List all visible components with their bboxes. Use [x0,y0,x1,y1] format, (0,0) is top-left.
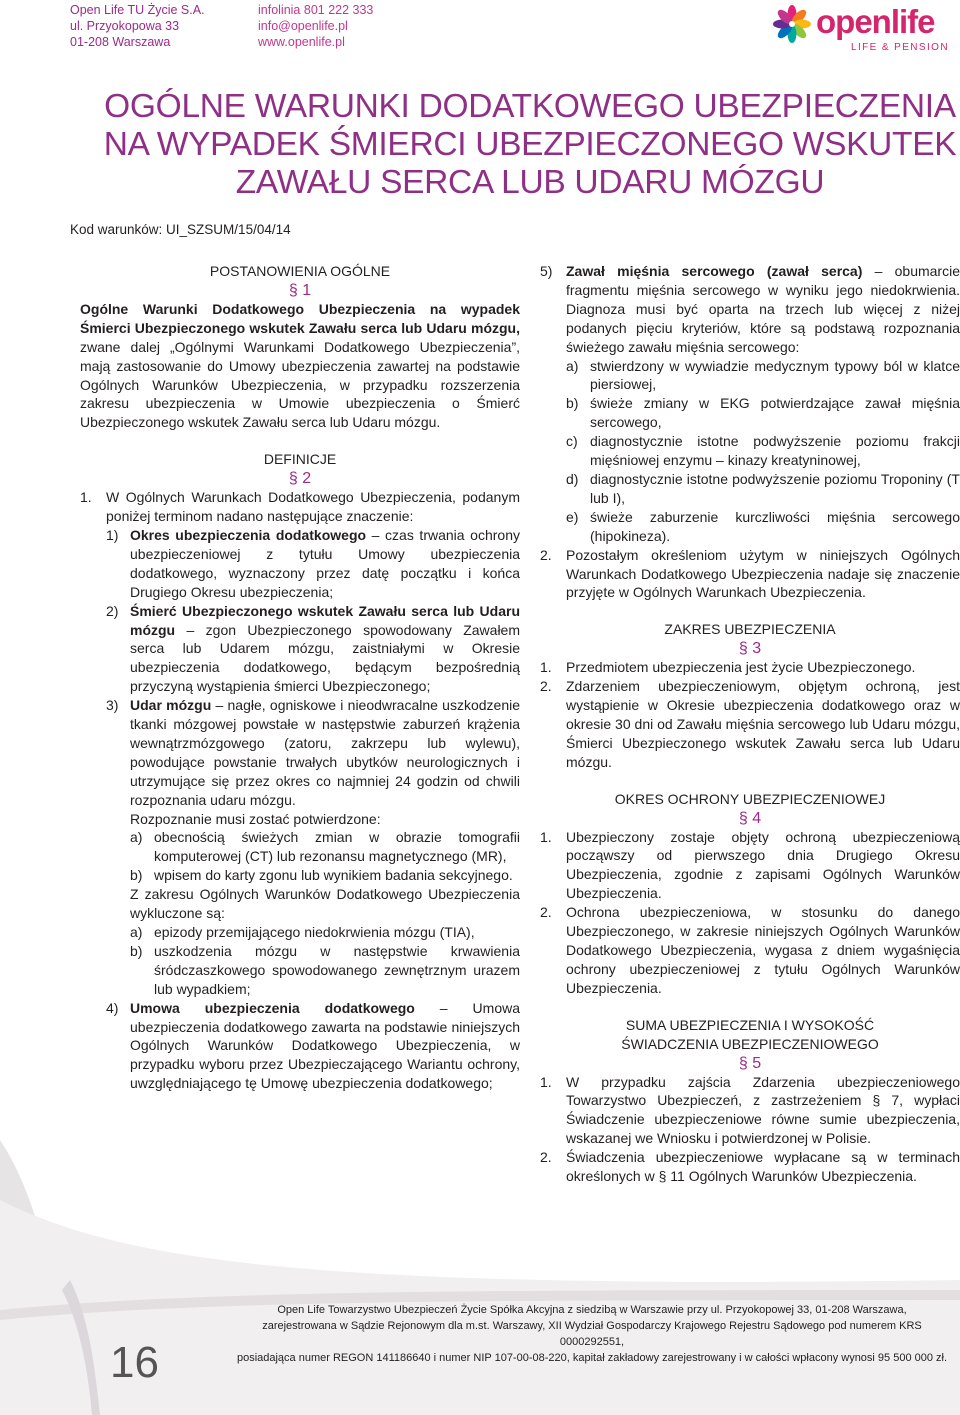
heading-line-1: SUMA UBEZPIECZENIA I WYSOKOŚĆ [625,1016,875,1033]
document-title [90,88,960,202]
definition-body: – nagłe, ogniskowe i nieodwracalne uszkodzenie tkanki mózgowej powstałe w następstwie zaburzeń krążenia wewnątrzmózgowego (zatoru, zakrzepu lub wylewu), powodujące powstanie trwałych ubytków neurologicznych i utrzymujące się przez okres co najmniej 24 godzin od chwili rozpoznania udaru mózgu. [130,697,521,808]
page-number: 16 [110,1338,159,1387]
criteria-item [566,470,960,508]
exclusions-text: Z zakresu Ogólnych Warunków Dodatkowego Ubezpieczenia wykluczone są: [130,886,520,922]
criteria-item [566,432,960,470]
item-text: Pozostałym określeniom użytym w niniejszych Ogólnych Warunkach Dodatkowego Ubezpieczenia nadaje się znaczenie przyjęte w Ogólnych Warunkach Ubezpieczenia. [566,546,960,601]
item-number: 1. [540,828,552,845]
definition-body: – czas trwania ochrony ubezpieczeniowej z tytułu Umowy ubezpieczenia dodatkowego, wyznaczony przez datę początku i końca Drugiego Okresu ubezpieczenia; [130,526,520,600]
confirmation-item [130,866,520,885]
item-text: W przypadku zajścia Zdarzenia ubezpieczeniowego Towarzystwo Ubezpieczeń, z zastrzeżeniem § 7, wypłaci Świadczenie ubezpieczeniowe równe sumie ubezpieczenia, wskazanej we Wniosku i potwierdzonej w Polisie. [566,1073,960,1147]
section-heading-sum-insured [540,1016,960,1054]
item-text: Przedmiotem ubezpieczenia jest życie Ubezpieczonego. [566,659,916,676]
hotline: infolinia 801 222 333 [258,3,374,17]
definition-term: Umowa ubezpieczenia dodatkowego [130,999,415,1016]
item-number: c) [566,433,578,450]
company-city: 01-208 Warszawa [70,35,171,49]
item-text: świeże zaburzenie kurczliwości mięśnia sercowego (hipokineza). [590,508,960,544]
item-text: obecnością świeżych zmian w obrazie tomografii komputerowej (CT) lub rezonansu magnetycznego (MR), [154,829,520,865]
definition-text [566,262,960,357]
item-number: 2. [540,546,552,563]
general-provisions-body: zwane dalej „Ogólnymi Warunkami Dodatkowego Ubezpieczenia”, mają zastosowanie do Umowy ubezpieczenia zawartej na podstawie Ogólnych Warunków Ubezpieczenia, w przypadku rozszerzenia zakresu ubezpieczenia w Umowie ubezpieczenia o Śmierć Ubezpieczonego wskutek Zawału serca lub Udaru mózgu. [80,338,520,431]
definition-body: – zgon Ubezpieczonego spowodowany Zawałem serca lub Udarem mózgu, zaistniałymi w Okresie ubezpieczenia dodatkowego, będącym bezpośrednią przyczyną wystąpienia śmierci Ubezpieczonego; [130,621,520,695]
list-item [540,903,960,998]
legal-line-1: Open Life Towarzystwo Ubezpieczeń Życie Spółka Akcyjna z siedzibą w Warszawie przy ul. Przyokopowej 33, 01-208 Warszawa, [277,1304,907,1316]
list-item [80,488,520,526]
item-number: 1) [106,526,119,543]
title-line-3: ZAWAŁU SERCA LUB UDARU MÓZGU [235,164,825,201]
confirmation-text: Rozpoznanie musi zostać potwierdzone: [130,810,381,827]
item-text: Zdarzeniem ubezpieczeniowym, objętym ochroną, jest wystąpienie w Okresie ubezpieczenia dodatkowego oraz w okresie 30 dni od Zawału mięśnia sercowego lub Udaru mózgu, Śmierci Ubezpieczonego wskutek Zawału serca lub Udaru mózgu. [566,678,960,770]
item-text: wpisem do karty zgonu lub wynikiem badania sekcyjnego. [154,867,513,884]
definition-text [130,696,520,809]
item-text: stwierdzony w wywiadzie medycznym typowy ból w klatce piersiowej, [590,357,960,393]
logo-tagline: LIFE & PENSION [851,42,949,53]
paragraph-symbol-3: § 3 [738,640,762,658]
company-street: ul. Przyokopowa 33 [70,19,180,33]
item-number: 4) [106,999,119,1016]
confirmation-item [130,828,520,866]
list-item [540,677,960,772]
legal-footer [232,1302,952,1366]
item-number: 1. [80,489,92,506]
item-text: epizody przemijającego niedokrwienia mózgu (TIA), [154,924,475,940]
company-name: Open Life TU Życie S.A. [70,3,205,17]
definition-item [540,262,960,357]
company-address [70,2,205,50]
item-number: a) [130,829,143,846]
legal-line-3: posiadająca numer REGON 141186640 i numer NIP 107-00-08-220, kapitał zakładowy zarejestrowany i w całości wpłacony wynosi 95 500 000 zł. [236,1352,948,1364]
paragraph-symbol-5: § 5 [738,1054,762,1072]
list-item [540,828,960,904]
item-number: d) [566,470,579,487]
criteria-item [566,357,960,395]
exclusion-item [130,923,520,942]
definition-text [130,526,520,602]
paragraph-symbol-4: § 4 [738,809,762,827]
paragraph-symbol-1: § 1 [288,281,312,299]
general-provisions-text [80,300,520,432]
right-column [540,262,960,1186]
item-number: e) [566,508,579,525]
definition-item [106,696,520,809]
logo-wordmark: openlife [816,3,935,40]
definition-term: Okres ubezpieczenia dodatkowego [130,526,367,543]
item-number: 1. [540,659,552,676]
item-text: diagnostycznie istotne podwyższenie poziomu frakcji mięśniowej enzymu – kinazy kreatyninowej, [590,433,960,469]
item-number: 3) [106,697,119,714]
item-number: b) [566,395,579,412]
item-text: Ochrona ubezpieczeniowa, w stosunku do danego Ubezpieczonego, w zakresie niniejszych Ogólnych Warunków Dodatkowego Ubezpieczenia, wygasa z dniem wygaśnięcia ochrony ubezpieczeniowej z tytułu Ogólnych Warunków Ubezpieczenia. [566,904,960,996]
definition-item [106,526,520,602]
criteria-item [566,394,960,432]
flower-logo-icon [772,4,812,44]
section-heading-scope: ZAKRES UBEZPIECZENIA [664,621,836,638]
exclusion-item [130,942,520,999]
definition-term: Udar mózgu [130,697,212,714]
left-column [80,262,520,1093]
general-provisions-bold: Ogólne Warunki Dodatkowego Ubezpieczenia na wypadek Śmierci Ubezpieczonego wskutek Zawału serca lub Udaru mózgu, [80,300,520,336]
definition-body: – Umowa ubezpieczenia dodatkowego zawarta na podstawie niniejszych Ogólnych Warunków Dodatkowego Ubezpieczenia, w przypadku wyboru przez Ubezpieczającego Wariantu ochrony, uwzględniającego tę Umowę ubezpieczenia dodatkowego; [130,999,520,1092]
email-link[interactable]: info@openlife.pl [258,19,348,33]
definition-text [130,999,520,1094]
list-item [540,658,960,677]
openlife-logo [772,4,950,54]
company-contact [258,2,373,50]
title-line-1: OGÓLNE WARUNKI DODATKOWEGO UBEZPIECZENIA [104,88,956,125]
item-number: 1. [540,1073,552,1090]
item-number: 5) [540,263,553,279]
criteria-item [566,508,960,546]
definition-text [130,602,520,697]
heading-line-2: ŚWIADCZENIA UBEZPIECZENIOWEGO [621,1035,879,1052]
item-number: a) [566,357,579,374]
item-number: b) [130,942,143,959]
definition-item [106,999,520,1094]
definition-body: – obumarcie fragmentu mięśnia sercowego w wyniku jego niedokrwienia. Diagnoza musi być oparta na trzech lub więcej z niżej podanych pięciu kryteriów, które są podstawą rozpoznania świeżego zawału mięśnia sercowego: [566,263,960,355]
item-text: uszkodzenia mózgu w następstwie krwawienia śródczaszkowego spowodowanego zewnętrznym urazem lub wypadkiem; [154,942,520,997]
list-item [540,1073,960,1149]
item-number: a) [130,924,143,940]
item-text: świeże zmiany w EKG potwierdzające zawał mięśnia sercowego, [590,395,960,431]
item-text: Świadczenia ubezpieczeniowe wypłacane są w terminach określonych w § 11 Ogólnych Warunków Ubezpieczenia. [566,1149,960,1185]
legal-line-2: zarejestrowana w Sądzie Rejonowym dla m.st. Warszawy, XII Wydział Gospodarczy Krajowego Rejestru Sądowego pod numerem KRS 0000292551, [262,1320,922,1348]
item-number: 2. [540,1149,552,1166]
item-number: b) [130,867,143,884]
item-number: 2. [540,678,552,695]
item-text: W Ogólnych Warunkach Dodatkowego Ubezpieczenia, podanym poniżej terminom nadano następujące znaczenie: [106,489,520,525]
paragraph-symbol-2: § 2 [288,470,312,488]
item-number: 2. [540,904,552,921]
list-item [540,546,960,603]
item-number: 2) [106,602,119,619]
definition-term: Śmierć Ubezpieczonego wskutek Zawału serca lub Udaru mózgu [130,602,520,638]
section-heading-protection-period: OKRES OCHRONY UBEZPIECZENIOWEJ [614,790,886,807]
item-text: Ubezpieczony zostaje objęty ochroną ubezpieczeniową począwszy od pierwszego dnia Drugiego Okresu Ubezpieczenia, zgodnie z zapisami Ogólnych Warunków Ubezpieczenia. [566,828,960,902]
item-text: diagnostycznie istotne podwyższenie poziomu Troponiny (T lub I), [590,470,960,506]
title-line-2: NA WYPADEK ŚMIERCI UBEZPIECZONEGO WSKUTEK [103,126,957,163]
definition-term: Zawał mięśnia sercowego (zawał serca) [566,263,863,279]
website-link[interactable]: www.openlife.pl [258,35,345,49]
conditions-code: Kod warunków: UI_SZSUM/15/04/14 [70,222,291,237]
section-heading-definitions: DEFINICJE [263,451,337,468]
definition-item [106,602,520,697]
section-heading-general: POSTANOWIENIA OGÓLNE [209,263,391,279]
